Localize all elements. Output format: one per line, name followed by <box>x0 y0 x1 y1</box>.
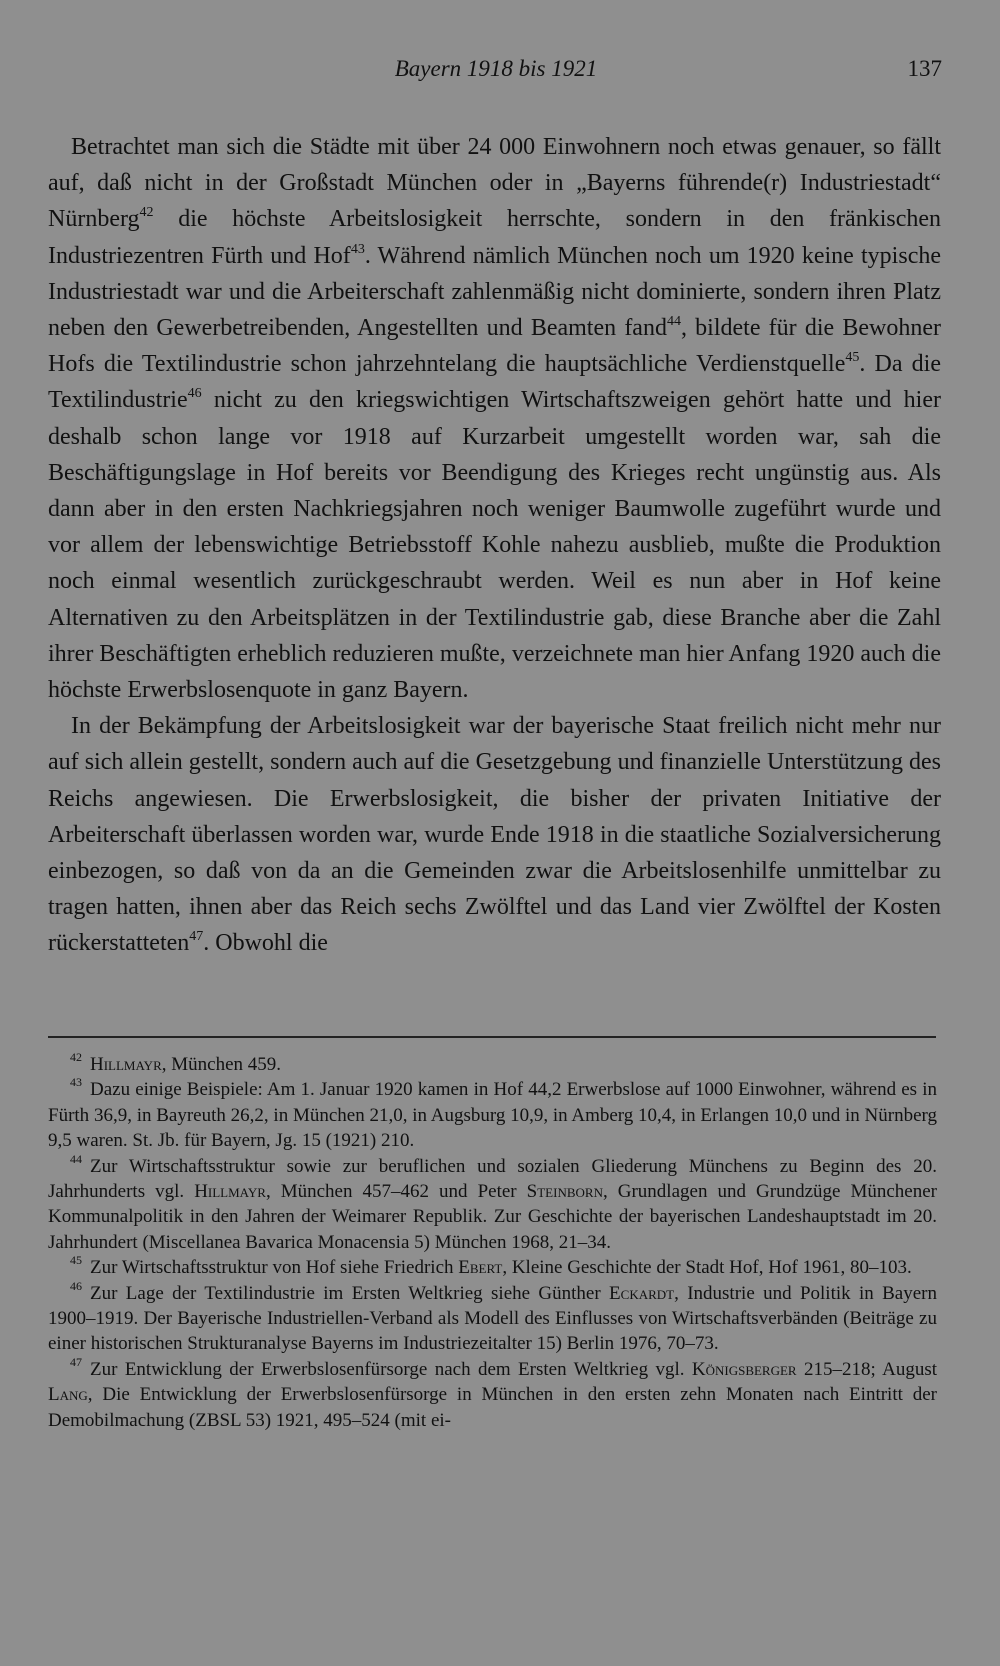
text-run: Betrachtet man sich die Städte mit über 24 000 Einwohnern noch etwas genauer, so fällt auf, daß nicht in der Großstadt München oder in „Bayerns führende(r) Industriestadt“ Nürnberg <box>48 134 941 233</box>
footnote-reference: 43 <box>350 241 365 257</box>
text-run: , München 457–462 und Peter <box>265 1181 527 1203</box>
text-run: die höchste Arbeitslosigkeit herrschte, sondern in den fränkischen Industriezentren Fürth und Hof <box>48 206 941 269</box>
footnote-number: 46 <box>70 1278 82 1293</box>
text-run: Zur Entwicklung der Erwerbslosenfürsorge nach dem Ersten Weltkrieg vgl. <box>90 1358 692 1380</box>
text-run: Zur Wirtschaftsstruktur sowie zur beruflichen und sozialen Gliederung Münchens zu Beginn des 20. Jahrhunderts vgl. <box>48 1155 937 1203</box>
footnotes <box>48 1052 937 1433</box>
text-run: . Obwohl die <box>203 930 328 957</box>
paragraph <box>48 129 941 708</box>
footnote-44 <box>48 1151 937 1256</box>
page-number: 137 <box>907 56 942 81</box>
footnote-number: 47 <box>70 1354 82 1369</box>
author-name: Ebert <box>458 1257 503 1279</box>
footnote-number: 43 <box>70 1075 82 1090</box>
footnote-46 <box>48 1278 937 1357</box>
footnote-45 <box>48 1255 937 1280</box>
footnote-reference: 44 <box>666 314 681 330</box>
paragraph <box>48 708 941 961</box>
text-run: Zur Wirtschaftsstruktur von Hof siehe Friedrich <box>90 1257 459 1279</box>
text-run: 215–218; August <box>796 1358 938 1380</box>
text-run: . Da die Textilindustrie <box>48 351 941 414</box>
footnote-number: 45 <box>70 1253 82 1268</box>
footnote-reference: 42 <box>139 205 154 221</box>
footnote-47 <box>48 1354 938 1433</box>
author-name: Steinborn <box>526 1181 603 1203</box>
author-name: Königsberger <box>691 1358 797 1380</box>
text-run: , Industrie und Politik in Bayern 1900–1919. Der Bayerische Industriellen-Verband als Modell des Einflusses von Wirtschaftsverbänden (Beiträge zu einer historischen Strukturanalyse Bayerns im Industriezeitalter 15) Berlin 1976, 70–73. <box>48 1282 937 1355</box>
footnote-43 <box>48 1077 937 1153</box>
footnote-number: 44 <box>70 1151 82 1166</box>
page-header <box>50 56 942 96</box>
author-name: Eckardt <box>609 1282 675 1304</box>
text-run: Zur Lage der Textilindustrie im Ersten Weltkrieg siehe Günther <box>90 1282 610 1304</box>
text-run: In der Bekämpfung der Arbeitslosigkeit war der bayerische Staat freilich nicht mehr nur auf sich allein gestellt, sondern auch auf die Gesetzgebung und finanzielle Unterstützung des Reichs angewiesen. Die Erwerbslosigkeit, die bisher der privaten Initiative der Arbeiterschaft überlassen worden war, wurde Ende 1918 in die staatliche Sozialversicherung einbezogen, so daß von da an die Gemeinden zwar die Arbeitslosenhilfe unmittelbar zu tragen hatten, ihnen aber das Reich sechs Zwölftel und das Land vier Zwölftel der Kosten rückerstatteten <box>48 713 941 957</box>
running-title: Bayern 1918 bis 1921 <box>394 56 598 81</box>
text-run: , Grundlagen und Grundzüge Münchener Kommunalpolitik in den Jahren der Weimarer Republik. Zur Geschichte der bayerischen Landeshauptstadt im 20. Jahrhundert (Miscellanea Bavarica Monacensia 5) München 1968, 21–34. <box>48 1181 937 1253</box>
text-run: nicht zu den kriegswichtigen Wirtschaftszweigen gehört hatte und hier deshalb schon lange vor 1918 auf Kurzarbeit umgestellt worden war, sah die Beschäftigungslage in Hof bereits vor Beendigung des Krieges recht ungünstig aus. Als dann aber in den ersten Nachkriegsjahren noch weniger Baumwolle zugeführt wurde und vor allem der lebenswichtige Betriebsstoff Kohle nahezu ausblieb, mußte die Produktion noch einmal wesentlich zurückgeschraubt werden. Weil es nun aber in Hof keine Alternativen zu den Arbeitsplätzen in der Textilindustrie gab, diese Branche aber die Zahl ihrer Beschäftigten erheblich reduzieren mußte, verzeichnete man hier Anfang 1920 auch die höchste Erwerbslosenquote in ganz Bayern. <box>48 387 941 704</box>
author-name: Hillmayr <box>90 1054 162 1075</box>
text-run: Dazu einige Beispiele: Am 1. Januar 1920 kamen in Hof 44,2 Erwerbslose auf 1000 Einwohner, während es in Fürth 36,9, in Bayreuth 26,2, in München 21,0, in Augsburg 10,9, in Amberg 10,4, in Erlangen 10,0 und in Nürnberg 9,5 waren. St. Jb. für Bayern, Jg. 15 (1921) 210. <box>48 1079 937 1152</box>
footnote-separator <box>48 1036 936 1038</box>
main-text <box>48 129 941 962</box>
footnote-reference: 46 <box>187 386 202 402</box>
footnote-reference: 47 <box>189 929 204 945</box>
text-run: , München 459. <box>161 1054 282 1075</box>
footnote-42 <box>48 1052 937 1077</box>
text-run: , Die Entwicklung der Erwerbslosenfürsorge in München in den ersten zehn Monaten nach Eintritt der Demobilmachung (ZBSL 53) 1921, 495–524 (mit ei- <box>48 1384 937 1431</box>
author-name: Hillmayr <box>194 1181 266 1203</box>
text-run: . Während nämlich München noch um 1920 keine typische Industriestadt war und die Arbeiterschaft zahlenmäßig nicht dominierte, sondern ihren Platz neben den Gewerbetreibenden, Angestellten und Beamten fand <box>48 242 941 342</box>
footnote-reference: 45 <box>845 350 860 366</box>
text-run: , Kleine Geschichte der Stadt Hof, Hof 1961, 80–103. <box>502 1257 912 1279</box>
text-run: , bildete für die Bewohner Hofs die Textilindustrie schon jahrzehntelang die hauptsächliche Verdienstquelle <box>48 315 942 378</box>
footnote-number: 42 <box>70 1050 82 1064</box>
author-name: Lang <box>48 1384 88 1406</box>
